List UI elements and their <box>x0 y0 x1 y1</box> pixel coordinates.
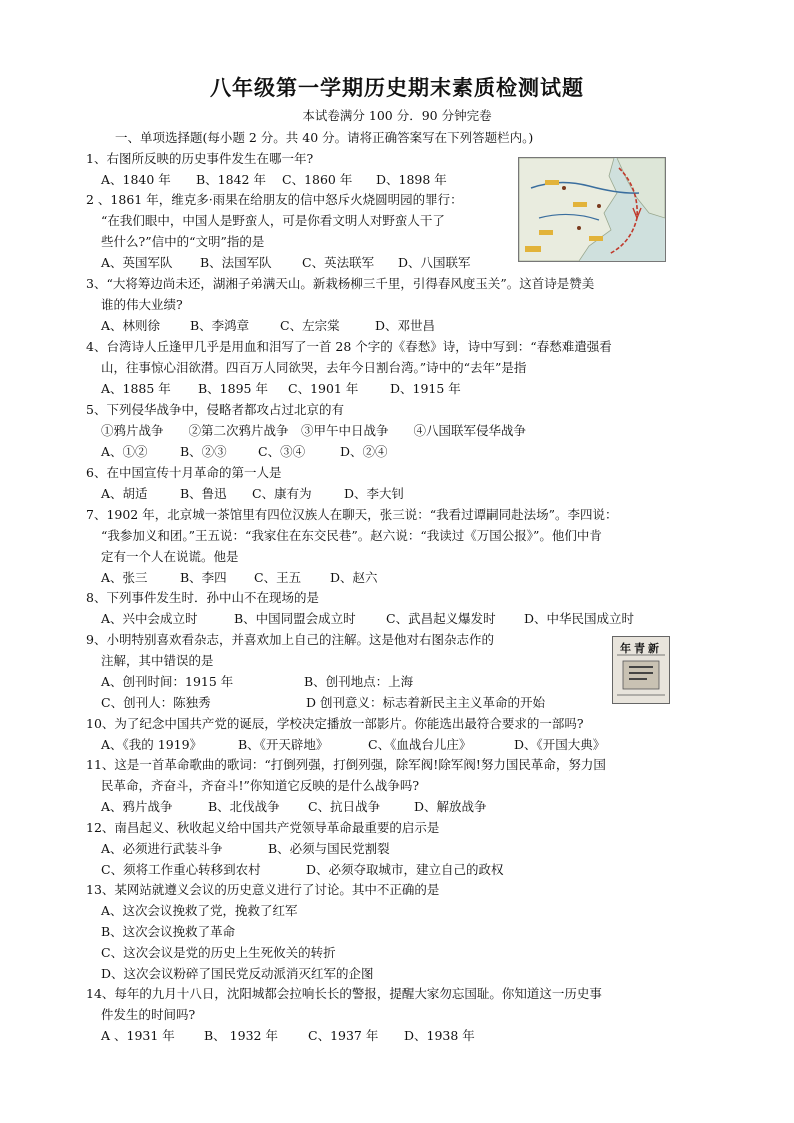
question-14-option-d: D、1938 年 <box>404 1028 475 1043</box>
question-2-stem: 2 、1861 年，维克多·雨果在给朋友的信中怒斥火烧圆明园的罪行： <box>86 192 463 207</box>
question-6-option-a: A、胡适 <box>101 486 148 501</box>
question-11-option-a: A、鸦片战争 <box>101 799 173 814</box>
question-10-option-a: A、《我的 1919》 <box>101 737 203 752</box>
question-8-option-b: B、中国同盟会成立时 <box>234 611 356 626</box>
question-6-stem: 6、在中国宣传十月革命的第一人是 <box>86 465 282 480</box>
question-4-option-d: D、1915 年 <box>390 381 461 396</box>
question-1-option-b: B、1842 年 <box>196 172 266 187</box>
question-2-stem-3: 些什么?”信中的“文明”指的是 <box>101 234 265 249</box>
magazine-masthead: 年青新 <box>620 642 662 655</box>
question-12-option-c: C、须将工作重心转移到农村 <box>101 862 261 877</box>
question-2-option-b: B、法国军队 <box>200 255 272 270</box>
question-4-stem-2: 山，往事惊心泪欲潸。四百万人同欲哭，去年今日割台湾。”诗中的“去年”是指 <box>101 360 527 375</box>
page-title: 八年级第一学期历史期末素质检测试题 <box>210 75 584 100</box>
question-9-option-d: D 创刊意义：标志着新民主主义革命的开始 <box>306 695 545 710</box>
section-heading: 一、单项选择题(每小题 2 分。共 40 分。请将正确答案写在下列答题栏内。) <box>115 130 534 145</box>
question-10-option-d: D、《开国大典》 <box>514 737 606 752</box>
question-3-option-a: A、林则徐 <box>101 318 161 333</box>
question-5-option-b: B、②③ <box>180 444 227 459</box>
question-7-stem-3: 定有一个人在说谎。他是 <box>101 549 239 564</box>
question-8-option-d: D、中华民国成立时 <box>524 611 635 626</box>
question-12-stem: 12、南昌起义、秋收起义给中国共产党领导革命最重要的启示是 <box>86 820 440 835</box>
question-4-option-c: C、1901 年 <box>288 381 359 396</box>
question-13-option-a: A、这次会议挽救了党，挽救了红军 <box>101 903 298 918</box>
question-10-option-c: C、《血战台儿庄》 <box>368 737 472 752</box>
question-11-option-b: B、北伐战争 <box>208 799 280 814</box>
question-11-option-c: C、抗日战争 <box>308 799 381 814</box>
question-9-option-b: B、创刊地点：上海 <box>304 674 414 689</box>
question-2-option-d: D、八国联军 <box>398 255 471 270</box>
question-14-stem: 14、每年的九月十八日，沈阳城都会拉响长长的警报，提醒大家勿忘国耻。你知道这一历史事 <box>86 986 602 1001</box>
question-6-option-d: D、李大钊 <box>344 486 405 501</box>
question-4-stem: 4、台湾诗人丘逢甲几乎是用血和泪写了一首 28 个字的《春愁》诗，诗中写到：“春愁难遣强看 <box>86 339 612 354</box>
question-9-stem-2: 注解，其中错误的是 <box>101 653 214 668</box>
question-3-stem: 3、“大将筹边尚未还，湖湘子弟满天山。新栽杨柳三千里，引得春风度玉关”。这首诗是赞美 <box>86 276 595 291</box>
question-2-stem-2: “在我们眼中，中国人是野蛮人，可是你看文明人对野蛮人干了 <box>101 213 445 228</box>
question-12-option-d: D、必须夺取城市，建立自己的政权 <box>306 862 504 877</box>
question-8-option-c: C、武昌起义爆发时 <box>386 611 496 626</box>
question-12-option-b: B、必须与国民党割裂 <box>268 841 390 856</box>
question-9-option-a: A、创刊时间：1915 年 <box>101 674 234 689</box>
question-5-stem-2: ①鸦片战争 ②第二次鸦片战争 ③甲午中日战争 ④八国联军侵华战争 <box>101 423 527 438</box>
question-10-stem: 10、为了纪念中国共产党的诞辰，学校决定播放一部影片。你能选出最符合要求的一部吗? <box>86 716 584 731</box>
question-13-option-d: D、这次会议粉碎了国民党反动派消灭红军的企图 <box>101 966 374 981</box>
question-13-option-c: C、这次会议是党的历史上生死攸关的转折 <box>101 945 336 960</box>
question-6-option-c: C、康有为 <box>252 486 312 501</box>
question-10-option-b: B、《开天辟地》 <box>238 737 329 752</box>
question-9-option-c: C、创刊人：陈独秀 <box>101 695 211 710</box>
question-12-option-a: A、必须进行武装斗争 <box>101 841 223 856</box>
question-3-option-b: B、李鸿章 <box>190 318 250 333</box>
question-2-option-c: C、英法联军 <box>302 255 375 270</box>
question-7-stem: 7、1902 年，北京城一茶馆里有四位汉族人在聊天，张三说：“我看过谭嗣同赴法场”。李四说： <box>86 507 618 522</box>
question-11-option-d: D、解放战争 <box>414 799 487 814</box>
question-14-option-a: A 、1931 年 <box>101 1028 175 1043</box>
page-subtitle: 本试卷满分 100 分．90 分钟完卷 <box>302 108 492 123</box>
question-7-option-b: B、李四 <box>180 570 227 585</box>
question-9-stem: 9、小明特别喜欢看杂志，并喜欢加上自己的注解。这是他对右图杂志作的 <box>86 632 494 647</box>
question-6-option-b: B、鲁迅 <box>180 486 227 501</box>
question-14-stem-2: 件发生的时间吗? <box>101 1007 196 1022</box>
question-11-stem: 11、这是一首革命歌曲的歌词：“打倒列强，打倒列强，除军阀!除军阀!努力国民革命，努力国 <box>86 757 606 772</box>
question-1-option-a: A、1840 年 <box>101 172 171 187</box>
magazine-cover-image <box>612 636 670 704</box>
question-14-option-b: B、 1932 年 <box>204 1028 278 1043</box>
question-11-stem-2: 民革命，齐奋斗，齐奋斗!”你知道它反映的是什么战争吗? <box>101 778 420 793</box>
question-5-option-a: A、①② <box>101 444 148 459</box>
historical-map-image <box>518 157 666 262</box>
question-13-option-b: B、这次会议挽救了革命 <box>101 924 236 939</box>
question-7-option-a: A、张三 <box>101 570 148 585</box>
question-8-stem: 8、下列事件发生时．孙中山不在现场的是 <box>86 590 319 605</box>
question-7-option-d: D、赵六 <box>330 570 378 585</box>
question-5-option-c: C、③④ <box>258 444 306 459</box>
question-1-option-c: C、1860 年 <box>282 172 353 187</box>
question-3-stem-2: 谁的伟大业绩? <box>101 297 183 312</box>
question-14-option-c: C、1937 年 <box>308 1028 379 1043</box>
question-3-option-c: C、左宗棠 <box>280 318 340 333</box>
question-5-stem: 5、下列侵华战争中，侵略者都攻占过北京的有 <box>86 402 344 417</box>
question-5-option-d: D、②④ <box>340 444 388 459</box>
question-1-stem: 1、右图所反映的历史事件发生在哪一年? <box>86 151 314 166</box>
question-2-option-a: A、英国军队 <box>101 255 173 270</box>
question-8-option-a: A、兴中会成立时 <box>101 611 198 626</box>
question-4-option-b: B、1895 年 <box>198 381 268 396</box>
question-4-option-a: A、1885 年 <box>101 381 171 396</box>
question-3-option-d: D、邓世昌 <box>375 318 436 333</box>
question-7-stem-2: “我参加义和团。”王五说：“我家住在东交民巷”。赵六说：“我读过《万国公报》”。他们中肯 <box>101 528 602 543</box>
question-1-option-d: D、1898 年 <box>376 172 447 187</box>
question-13-stem: 13、某网站就遵义会议的历史意义进行了讨论。其中不正确的是 <box>86 882 440 897</box>
question-7-option-c: C、王五 <box>254 570 302 585</box>
